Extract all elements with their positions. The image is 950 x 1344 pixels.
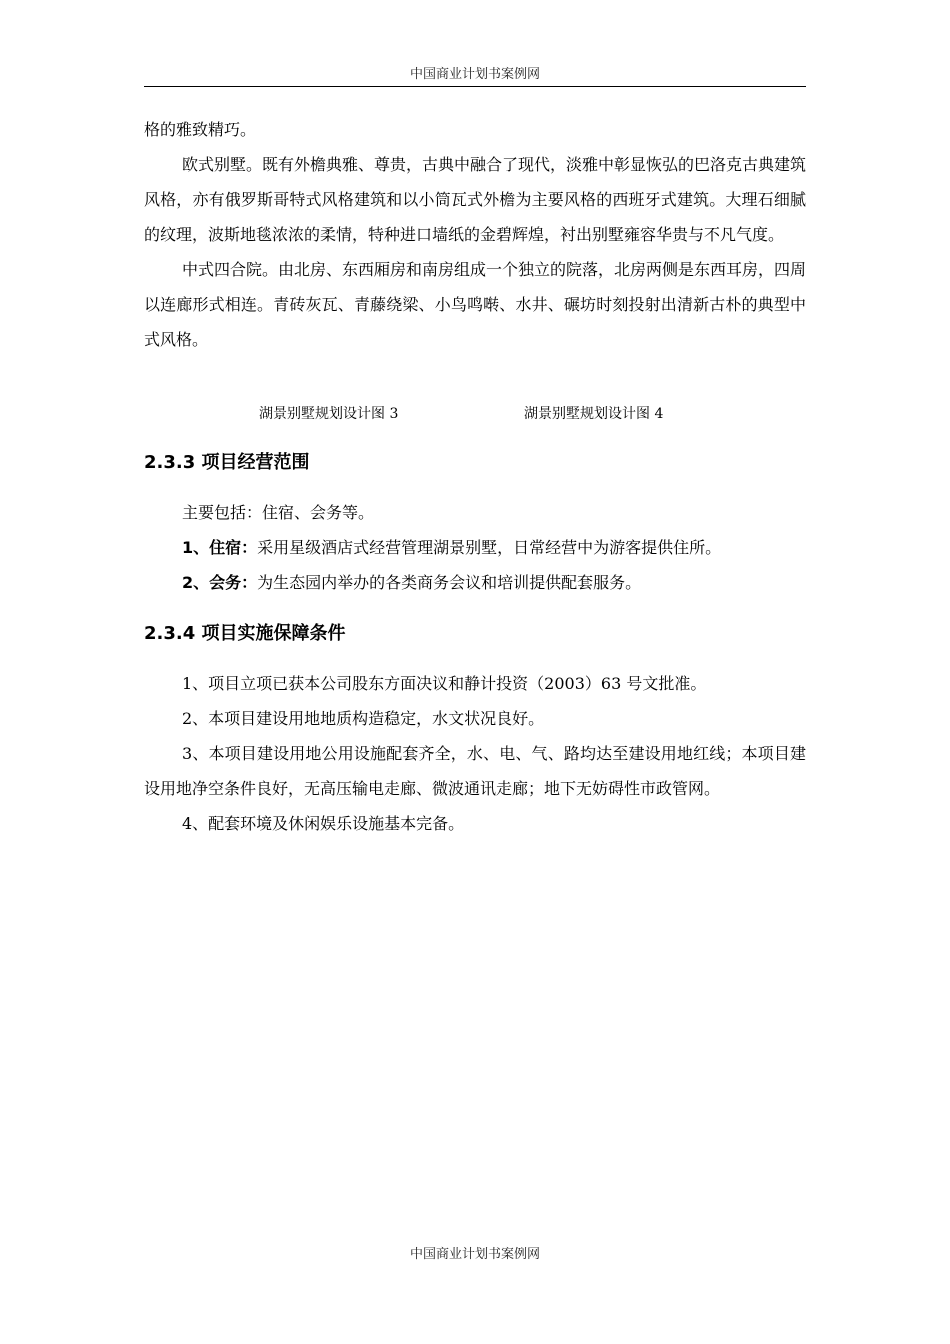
scope-item-conference-text: 为生态园内举办的各类商务会议和培训提供配套服务。 xyxy=(257,573,642,592)
scope-intro: 主要包括：住宿、会务等。 xyxy=(182,503,375,522)
paragraph-chinese-courtyard: 中式四合院。由北房、东西厢房和南房组成一个独立的院落，北房两侧是东西耳房，四周以连廊形式相连。青砖灰瓦、青藤绕梁、小鸟鸣啭、水井、碾坊时刻投射出清新古朴的典型中式风格。 xyxy=(144,260,807,349)
paragraph-european-villa: 欧式别墅。既有外檐典雅、尊贵，古典中融合了现代，淡雅中彰显恢弘的巴洛克古典建筑风格，亦有俄罗斯哥特式风格建筑和以小筒瓦式外檐为主要风格的西班牙式建筑。大理石细腻的纹理，波斯地毯浓浓的柔情，特种进口墙纸的金碧辉煌，衬出别墅雍容华贵与不凡气度。 xyxy=(144,155,807,244)
scope-item-lodging-text: 采用星级酒店式经营管理湖景别墅，日常经营中为游客提供住所。 xyxy=(257,538,722,557)
figure-captions xyxy=(144,399,806,429)
document-body xyxy=(144,112,806,841)
page-header: 中国商业计划书案例网 xyxy=(409,67,540,82)
scope-item-conference xyxy=(144,565,806,600)
header-divider xyxy=(144,86,806,87)
figure-caption-3: 湖景别墅规划设计图 3 xyxy=(259,406,399,422)
condition-item-3: 3、本项目建设用地公用设施配套齐全，水、电、气、路均达至建设用地红线；本项目建设用地净空条件良好，无高压输电走廊、微波通讯走廊；地下无妨碍性市政管网。 xyxy=(144,744,806,798)
paragraph-continuation: 格的雅致精巧。 xyxy=(144,120,257,139)
section-heading-2-3-3: 2.3.3 项目经营范围 xyxy=(144,452,310,473)
condition-item-2: 2、本项目建设用地地质构造稳定，水文状况良好。 xyxy=(182,709,545,728)
scope-item-lodging-label: 1、住宿： xyxy=(182,538,258,557)
scope-item-lodging xyxy=(144,530,806,565)
section-heading-2-3-4: 2.3.4 项目实施保障条件 xyxy=(144,623,346,644)
condition-item-4: 4、配套环境及休闲娱乐设施基本完备。 xyxy=(182,814,465,833)
scope-item-conference-label: 2、会务： xyxy=(182,573,258,592)
page-footer: 中国商业计划书案例网 xyxy=(409,1247,540,1262)
condition-item-1: 1、项目立项已获本公司股东方面决议和静计投资（2003）63 号文批准。 xyxy=(182,674,707,693)
figure-caption-4: 湖景别墅规划设计图 4 xyxy=(524,406,664,422)
